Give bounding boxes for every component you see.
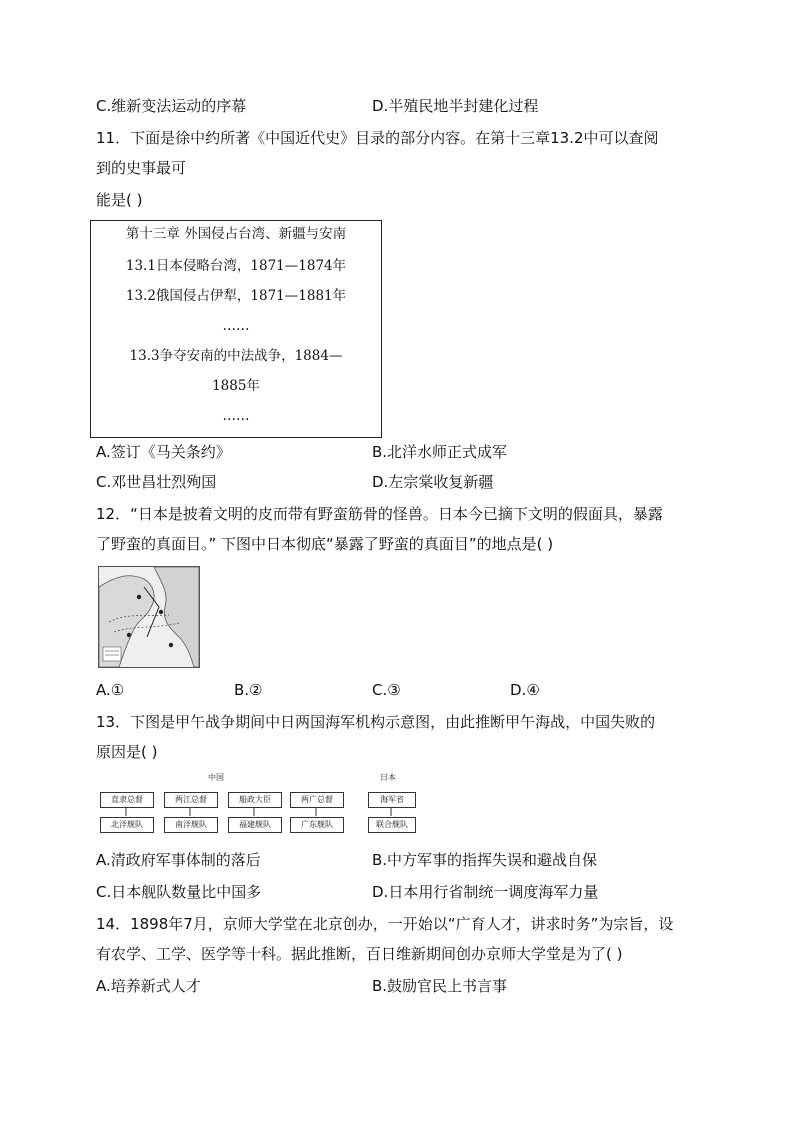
- q13-option-b: B.中方军事的指挥失误和避战自保: [372, 851, 598, 869]
- china-top-box-2: 两江总督: [164, 792, 218, 808]
- china-top-box-1: 直隶总督: [100, 792, 154, 808]
- japan-top-box: 海军省: [368, 792, 416, 808]
- q12-option-a: A.①: [96, 681, 125, 699]
- q12-option-d: D.④: [510, 681, 540, 699]
- q10-option-d: D.半殖民地半封建化过程: [372, 97, 539, 115]
- q14-stem-line2: 有农学、工学、医学等十科。据此推断，百日维新期间创办京师大学堂是为了( ): [96, 945, 623, 963]
- japan-bottom-box: 联合舰队: [368, 817, 416, 833]
- toc-section-13-3: 13.3争夺安南的中法战争，1884—: [129, 348, 343, 364]
- toc-chapter-title: 第十三章 外国侵占台湾、新疆与安南: [125, 226, 347, 242]
- q10-option-c: C.维新变法运动的序幕: [96, 97, 247, 115]
- japan-label: 日本: [380, 773, 396, 782]
- toc-section-13-3-cont: 1885年: [212, 378, 260, 394]
- china-top-box-3: 船政大臣: [228, 792, 282, 808]
- toc-ellipsis-1: ……: [222, 318, 250, 334]
- q13-option-c: C.日本舰队数量比中国多: [96, 883, 262, 901]
- q13-option-a: A.清政府军事体制的落后: [96, 851, 261, 869]
- map-drawing: [99, 567, 199, 667]
- q13-stem-line2: 原因是( ): [96, 743, 158, 761]
- q12-stem-line1: 12．“日本是披着文明的皮而带有野蛮筋骨的怪兽。日本今已摘下文明的假面具，暴露: [96, 505, 663, 523]
- table-of-contents-box: [90, 220, 382, 438]
- toc-section-13-2: 13.2俄国侵占伊犁，1871—1881年: [125, 288, 347, 304]
- q14-option-a: A.培养新式人才: [96, 977, 201, 995]
- q11-option-a: A.签订《马关条约》: [96, 443, 231, 461]
- q11-stem-line2: 到的史事最可: [96, 159, 187, 177]
- q13-option-d: D.日本用行省制统一调度海军力量: [372, 883, 599, 901]
- china-top-box-4: 两广总督: [290, 792, 344, 808]
- q12-option-c: C.③: [372, 681, 401, 699]
- china-bottom-box-3: 福建舰队: [228, 817, 282, 833]
- q12-stem-line2: 了野蛮的真面目。” 下图中日本彻底“暴露了野蛮的真面目”的地点是( ): [96, 535, 554, 553]
- navy-organization-diagram: [96, 770, 422, 842]
- q11-stem-line1: 11．下面是徐中约所著《中国近代史》目录的部分内容。在第十三章13.2中可以查阅: [96, 129, 659, 147]
- china-bottom-box-1: 北洋舰队: [100, 817, 154, 833]
- q11-option-b: B.北洋水师正式成军: [372, 443, 508, 461]
- toc-section-13-1: 13.1日本侵略台湾，1871—1874年: [125, 258, 347, 274]
- china-bottom-box-2: 南洋舰队: [164, 817, 218, 833]
- q14-option-b: B.鼓励官民上书言事: [372, 977, 508, 995]
- q11-option-d: D.左宗棠收复新疆: [372, 473, 494, 491]
- toc-ellipsis-2: ……: [222, 408, 250, 424]
- q14-stem-line1: 14．1898年7月，京师大学堂在北京创办，一开始以“广育人才，讲求时务”为宗旨，设: [96, 915, 674, 933]
- q11-stem-line3: 能是( ): [96, 191, 143, 209]
- china-bottom-box-4: 广东舰队: [290, 817, 344, 833]
- q13-stem-line1: 13．下图是甲午战争期间中日两国海军机构示意图，由此推断甲午海战，中国失败的: [96, 713, 656, 731]
- war-map-image: [98, 566, 200, 668]
- q12-option-b: B.②: [234, 681, 263, 699]
- china-label: 中国: [208, 773, 224, 782]
- q11-option-c: C.邓世昌壮烈殉国: [96, 473, 217, 491]
